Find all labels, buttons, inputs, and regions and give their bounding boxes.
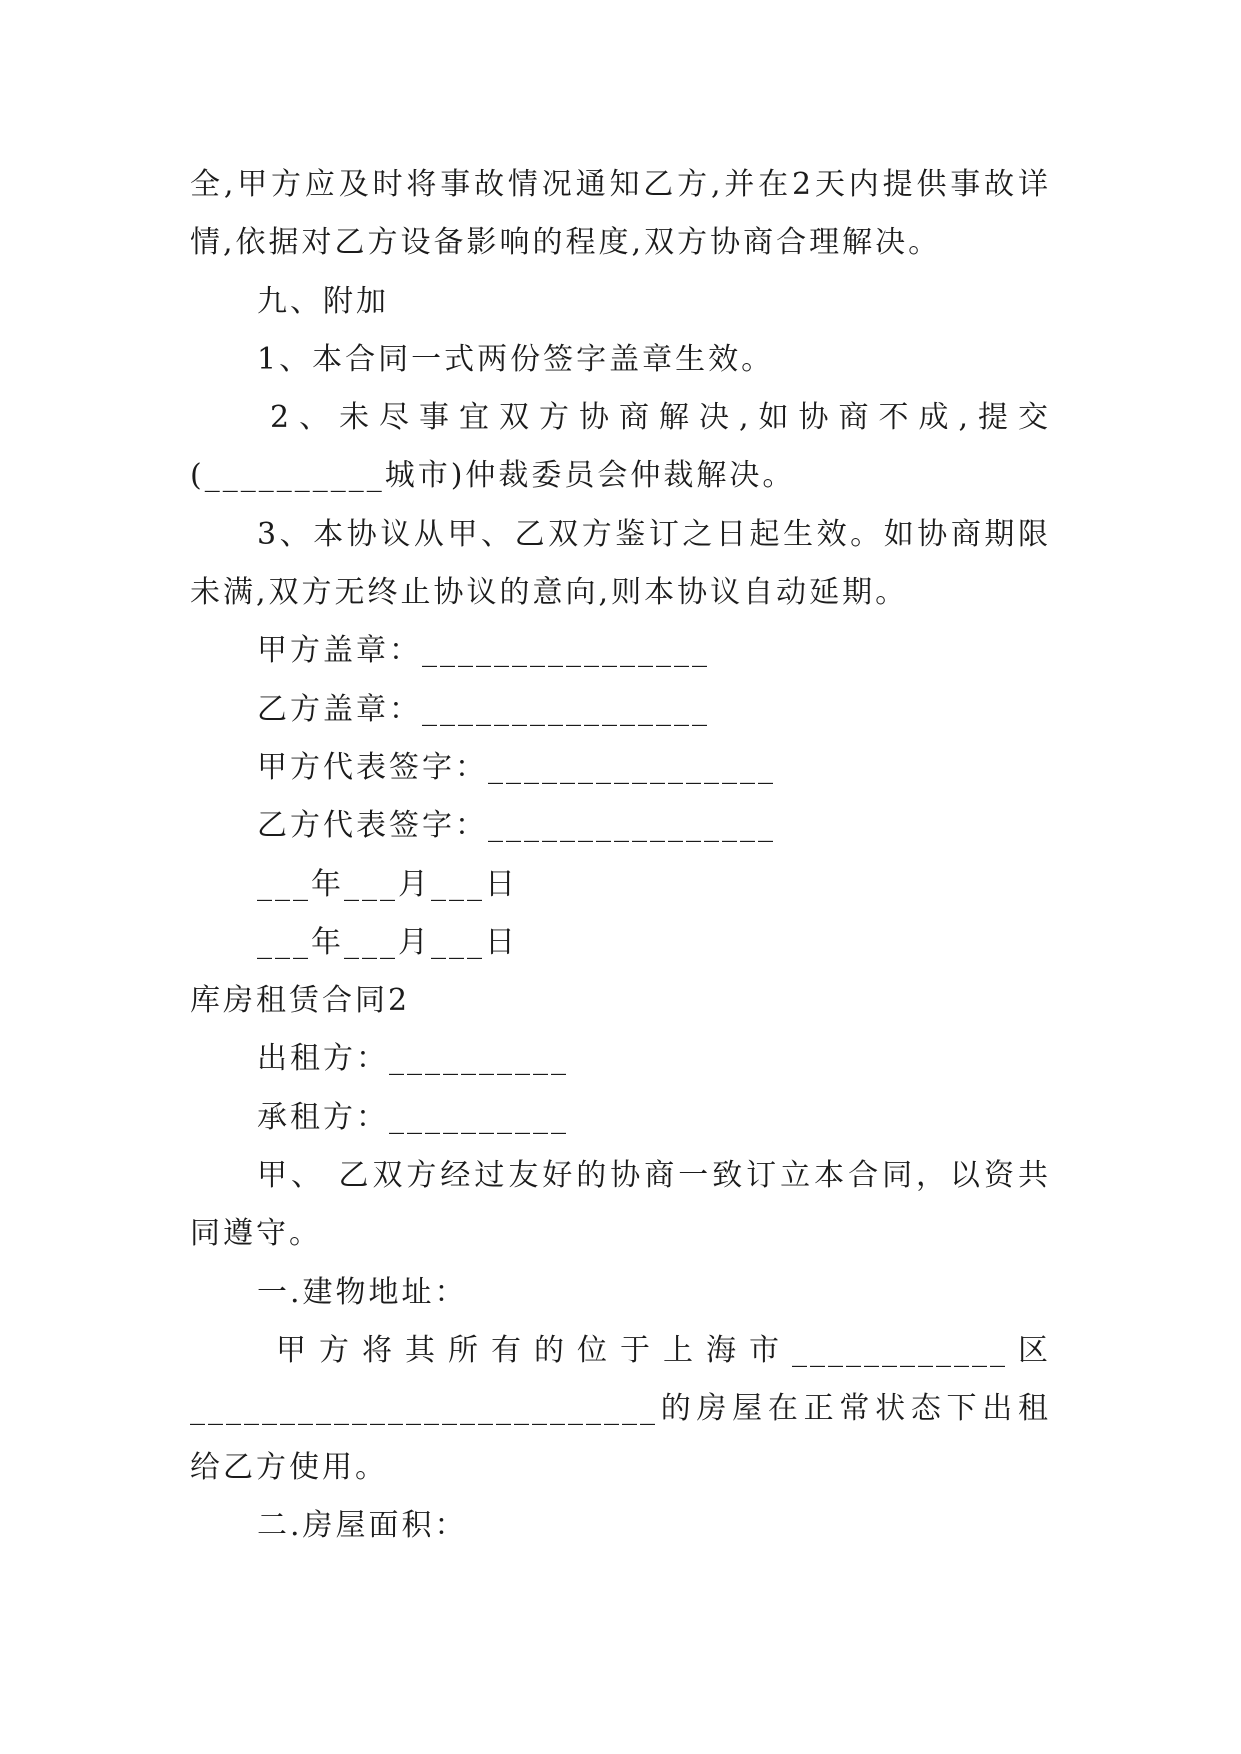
lessor-blank: __________	[389, 1041, 569, 1077]
section1-body-line-3: 给乙方使用。	[190, 1449, 388, 1485]
signature-blank: ________________	[422, 691, 710, 727]
signature-blank: ________________	[422, 633, 710, 669]
signature-label: 乙方代表签字：	[257, 808, 488, 844]
party-b-seal-line	[190, 681, 1051, 739]
section1-body-line-2: __________________________的房屋在正常状态下出租	[190, 1391, 1051, 1427]
preamble-line-1: 甲、 乙双方经过友好的协商一致订立本合同，以资共	[257, 1158, 1051, 1194]
lessee-blank: __________	[389, 1099, 569, 1135]
signature-blank: ________________	[488, 749, 776, 785]
date-line-2: ___年___月___日	[257, 924, 518, 960]
contract-title: 库房租赁合同2	[190, 983, 411, 1019]
clause9-item-1: 1、本合同一式两份签字盖章生效。	[257, 341, 775, 377]
clause9-item-2-line-2: (__________城市)仲裁委员会仲裁解决。	[190, 458, 796, 494]
clause8-continuation-line-2: 情,依据对乙方设备影响的程度,双方协商合理解决。	[190, 225, 942, 261]
lessor-line	[190, 1030, 1051, 1088]
signature-blank: ________________	[488, 808, 776, 844]
clause8-continuation-line-1: 全,甲方应及时将事故情况通知乙方,并在2天内提供事故详	[190, 167, 1051, 202]
preamble-line-2: 同遵守。	[190, 1216, 322, 1252]
lessee-line	[190, 1089, 1051, 1147]
party-b-representative-signature-line	[190, 797, 1051, 855]
document-body	[190, 156, 1051, 1555]
section2-heading: 二.房屋面积：	[257, 1507, 468, 1543]
signature-label: 甲方代表签字：	[257, 749, 488, 785]
lessee-label: 承租方：	[257, 1099, 389, 1135]
party-a-seal-line	[190, 622, 1051, 680]
section1-body-line-1: 甲方将其所有的位于上海市____________区	[276, 1332, 1051, 1368]
clause9-item-3-line-2: 未满,双方无终止协议的意向,则本协议自动延期。	[190, 575, 909, 611]
clause9-item-3-line-1: 3、本协议从甲、乙双方鉴订之日起生效。如协商期限	[257, 516, 1051, 552]
clause9-item-2-line-1: 2、未尽事宜双方协商解决,如协商不成,提交	[270, 400, 1051, 436]
date-line-1: ___年___月___日	[257, 866, 518, 902]
signature-label: 甲方盖章：	[257, 633, 422, 669]
signature-label: 乙方盖章：	[257, 691, 422, 727]
party-a-representative-signature-line	[190, 739, 1051, 797]
clause9-heading: 九、附加	[257, 283, 389, 319]
lessor-label: 出租方：	[257, 1041, 389, 1077]
section1-heading: 一.建物地址：	[257, 1274, 468, 1310]
